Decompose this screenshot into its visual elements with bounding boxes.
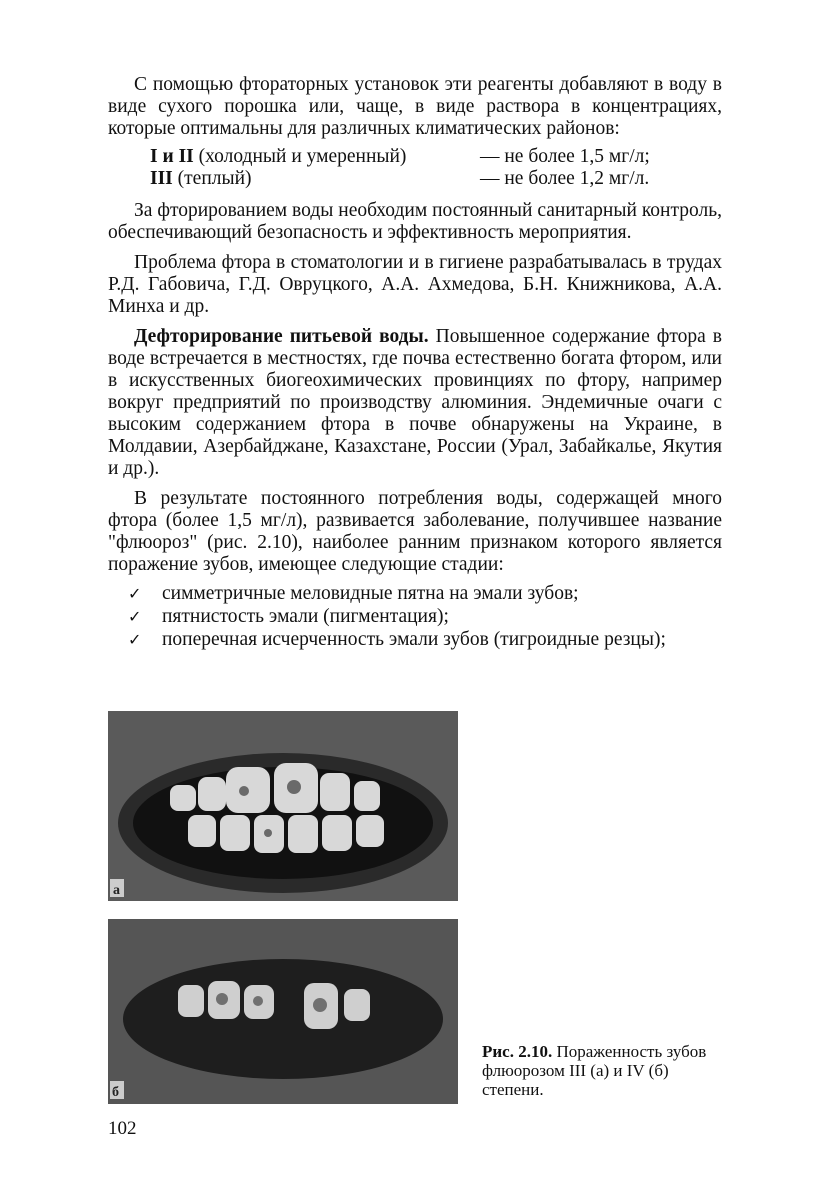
rate-label: III (теплый) (150, 168, 252, 189)
figure-label: Рис. 2.10. (482, 1042, 553, 1061)
rate-label: I и II (холодный и умеренный) (150, 146, 407, 167)
teeth-photo-b (108, 919, 458, 1104)
page-text (108, 74, 722, 651)
teeth-photo-a-image (108, 711, 458, 901)
list-item: ✓ симметричные меловидные пятна на эмали зубов; (128, 583, 579, 604)
section-heading: Дефторирование питьевой воды. (134, 326, 429, 347)
check-icon: ✓ (128, 584, 142, 603)
figure-caption (482, 1042, 722, 1099)
paragraph-sanitary-control: За фторированием воды необходим постоянный санитарный контроль, обеспечивающий безопасность и эффективность мероприятия. (108, 200, 722, 243)
photo-label-a: а (113, 883, 120, 898)
rate-row-cold (150, 146, 722, 168)
page-number: 102 (108, 1118, 137, 1139)
teeth-photo-b-image (108, 919, 458, 1104)
figure-caption-text: Пораженность зубов флюорозом III (а) и IV (б) степени. (482, 1042, 707, 1099)
check-icon: ✓ (128, 607, 142, 626)
check-icon: ✓ (128, 630, 142, 649)
paragraph-fluorine-research: Проблема фтора в стоматологии и в гигиене разрабатывалась в трудах Р.Д. Габовича, Г.Д. Овруцкого, А.А. Ахмедова, Б.Н. Книжникова, А.А. Минха и др. (108, 252, 722, 317)
paragraph-defluoridation: Дефторирование питьевой воды. Повышенное содержание фтора в воде встречается в местностях, где почва естественно богата фтором, или в искусственных биогеохимических провинциях по фтору, например вокруг предприятий по производству алюминия. Эндемичные очаги с высоким содержанием фтора в почве обнаружены на Украине, в Молдавии, Азербайджане, Казахстане, России (Урал, Забайкалье, Якутия и др.). (108, 326, 722, 479)
teeth-photo-a (108, 711, 458, 901)
fluorosis-stages-list (128, 582, 722, 651)
rate-value: — не более 1,2 мг/л. (480, 168, 650, 189)
climate-rates-list (150, 146, 722, 190)
paragraph-fluorosis: В результате постоянного потребления воды, содержащей много фтора (более 1,5 мг/л), развивается заболевание, получившее название "флюороз" (рис. 2.10), наиболее ранним признаком которого является поражение зубов, имеющее следующие стадии: (108, 488, 722, 575)
rate-row-warm (150, 168, 722, 190)
list-item: ✓ пятнистость эмали (пигментация); (128, 606, 449, 627)
rate-value: — не более 1,5 мг/л; (480, 146, 650, 167)
paragraph-fluoridation-methods: С помощью фтораторных установок эти реагенты добавляют в воду в виде сухого порошка или, чаще, в виде раствора в концентрациях, которые оптимальны для различных климатических районов: (108, 74, 722, 139)
photo-label-b: б (112, 1085, 119, 1100)
list-item: ✓ поперечная исчерченность эмали зубов (тигроидные резцы); (128, 629, 666, 650)
